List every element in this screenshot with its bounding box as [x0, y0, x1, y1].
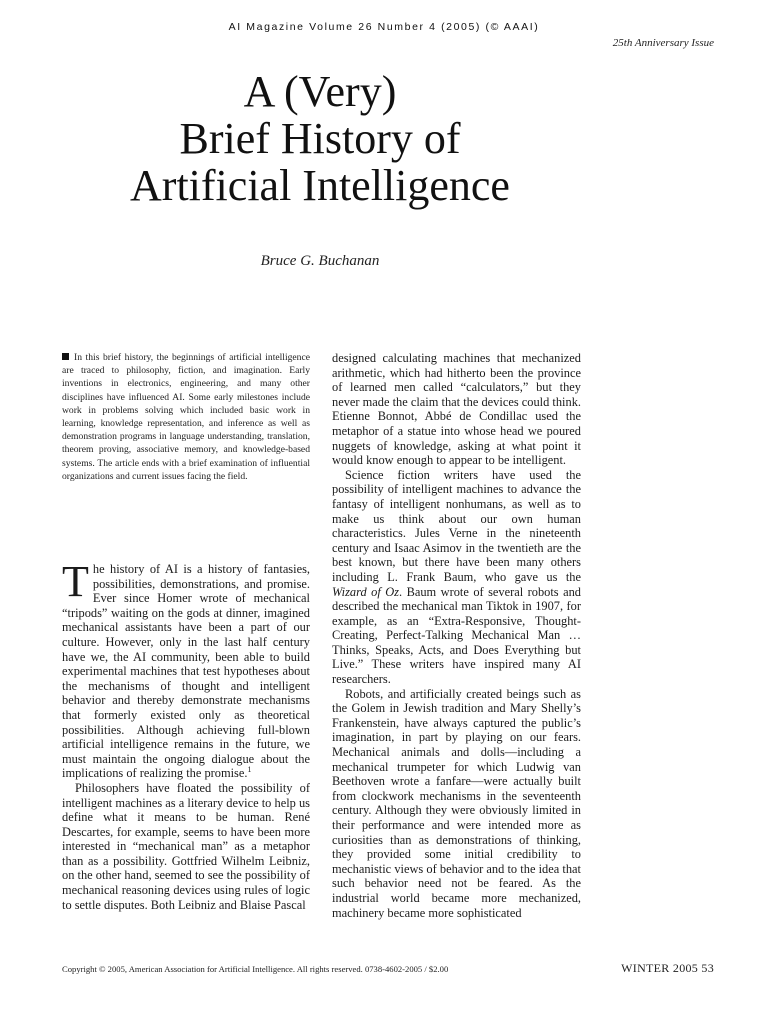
abstract — [62, 351, 310, 483]
drop-cap: T — [62, 557, 89, 606]
anniversary-label: 25th Anniversary Issue — [612, 37, 714, 49]
paragraph-4: Robots, and artificially created beings such as the Golem in Jewish tradition and Mary Shelly’s Frankenstein, have always captured the public’s imagination, in part by playing on our fears. Mechanical animals and dolls—including a mechanical trumpeter for which Ludwig van Beethoven wrote a fanfare—were actually built from clockwork mechanisms in the seventeenth century. Although they were obviously limited in their performance and were intended more as curiosities than as demonstrations of thinking, they provided some initial credibility to mechanistic views of behavior and to the idea that such behavior need not be feared. As the industrial world became more mechanized, machinery became more sophisticated — [332, 686, 581, 920]
body-column-left — [62, 557, 310, 912]
title-line-2: Brief History of — [179, 114, 461, 163]
paragraph-3 — [332, 468, 581, 687]
page-folio: WINTER 2005 53 — [621, 961, 714, 975]
paragraph-3-text-a: Science fiction writers have used the possibility of intelligent machines to advance the fantasy of intelligent nonhumans, as well as to make us think about our own human characteristics. Jules Verne in the nineteenth century and Isaac Asimov in the twentieth are the best known, but there have been many others including L. Frank Baum, who gave us the — [332, 467, 581, 584]
copyright-notice: Copyright © 2005, American Association for Artificial Intelligence. All rights reserved. 0738-4602-2005 / $2.00 — [62, 964, 449, 974]
paragraph-2: Philosophers have floated the possibility of intelligent machines as a literary device to help us define what it means to be human. René Descartes, for example, seems to have been more interested in “mechanical man” as a metaphor than as a possibility. Gottfried Wilhelm Leibniz, on the other hand, seemed to see the possibility of mechanical reasoning devices using rules of logic to settle disputes. Both Leibniz and Blaise Pascal — [62, 780, 310, 912]
title-line-1: A (Very) — [243, 67, 397, 116]
article-title — [40, 68, 600, 209]
paragraph-1 — [62, 557, 310, 781]
paragraph-1-text: he history of AI is a history of fantasies, possibilities, demonstrations, and promise. Ever since Homer wrote of mechanical “tripods” waiting on the gods at dinner, imagined mechanical assistants have been a part of our culture. However, only in the last half century have we, the AI community, been able to build experimental machines that test hypotheses about the mechanisms of thought and intelligent behavior and thereby demonstrate mechanisms that formerly existed only as theoretical possibilities. Although achieving full-blown artificial intelligence remains in the future, we must maintain the ongoing dialogue about the implications of realizing the promise. — [62, 562, 310, 781]
paragraph-3-text-b: . Baum wrote of several robots and described the mechanical man Tiktok in 1907, for example, as an “Extra-Responsive, Thought-Creating, Perfect-Talking Mechanical Man … Thinks, Speaks, Acts, and Does Everything but Live.” These writers have inspired many AI researchers. — [332, 584, 581, 687]
book-title-italic: Wizard of Oz — [332, 584, 399, 599]
title-line-3: Artificial Intelligence — [130, 161, 510, 210]
body-column-right — [332, 351, 581, 920]
footnote-marker: 1 — [247, 765, 252, 775]
running-header: AI Magazine Volume 26 Number 4 (2005) (© AAAI) — [228, 21, 540, 33]
square-bullet-icon — [62, 353, 69, 360]
paragraph-2-continued: designed calculating machines that mechanized arithmetic, which had hitherto been the province of learned men called “calculators,” but they never made the claim that the devices could think. Etienne Bonnot, Abbé de Condillac used the metaphor of a statue into whose head we poured nuggets of knowledge, asking at what point it would know enough to appear to be intelligent. — [332, 351, 581, 468]
author-byline: Bruce G. Buchanan — [260, 253, 380, 269]
abstract-text: In this brief history, the beginnings of artificial intelligence are traced to philosophy, fiction, and imagination. Early inventions in electronics, engineering, and many other disciplines have influenced AI. Some early milestones include work in problems solving which included basic work in learning, knowledge representation, and inference as well as demonstration programs in language understanding, translation, theorem proving, associative memory, and knowledge-based systems. The article ends with a brief examination of influential organizations and current issues facing the field. — [62, 352, 310, 482]
